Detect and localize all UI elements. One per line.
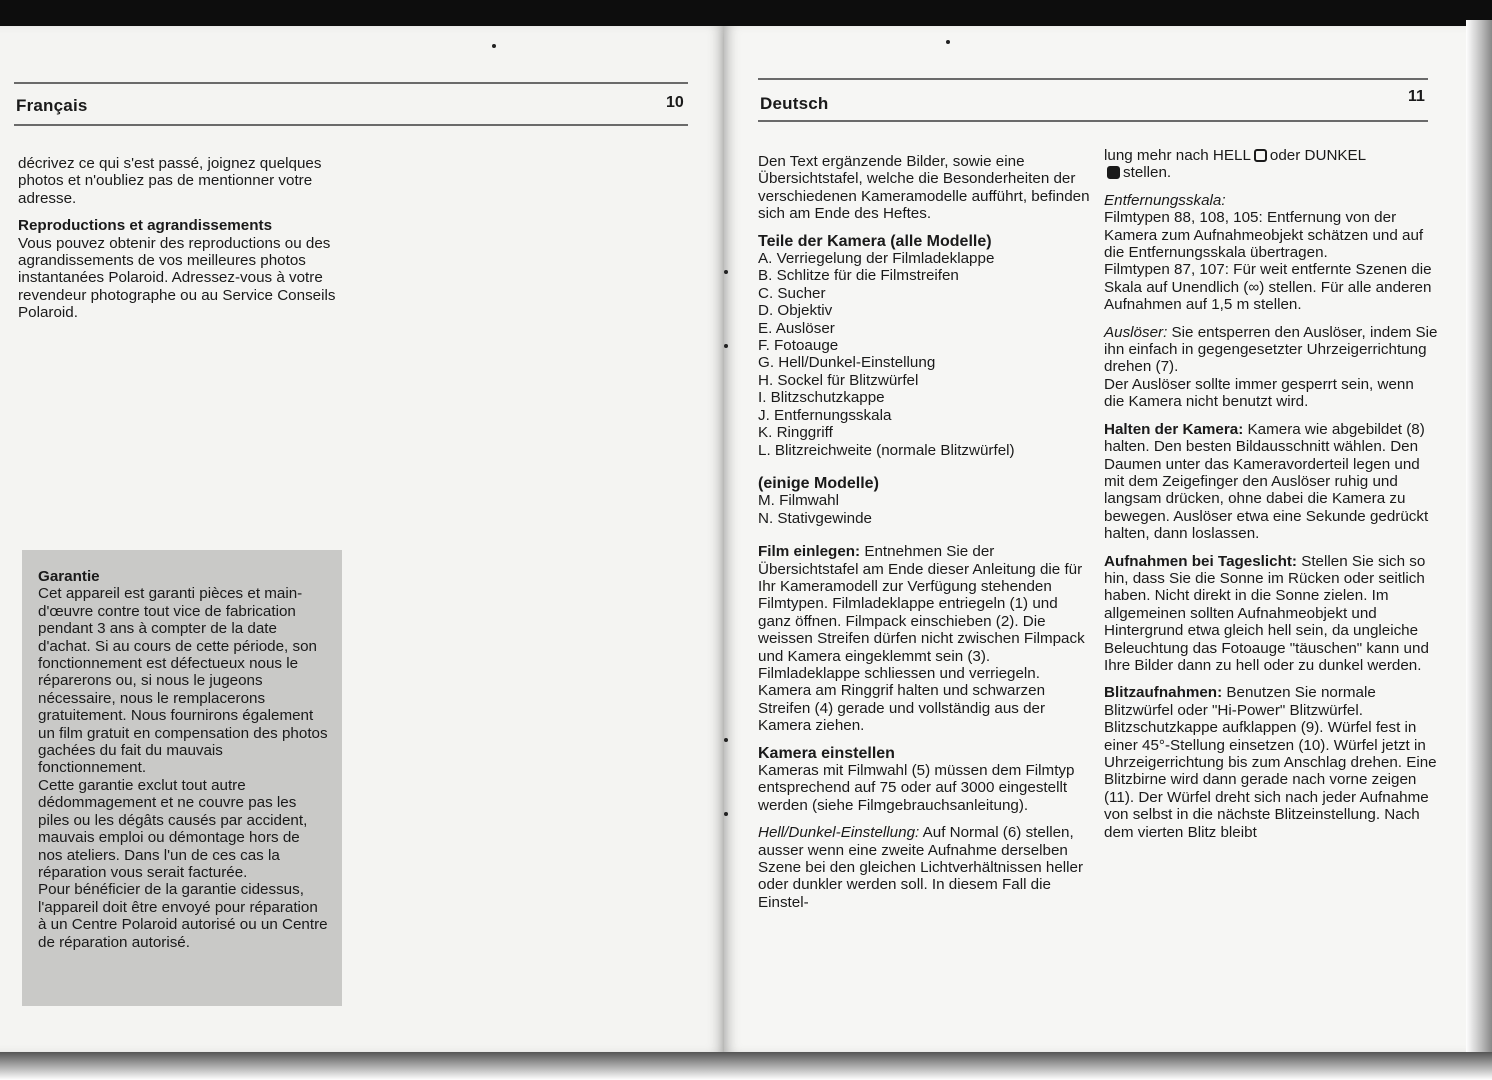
tageslicht-heading: Aufnahmen bei Tageslicht:: [1104, 552, 1297, 570]
ausloeser-label: Auslöser:: [1104, 323, 1168, 341]
halten-text: Kamera wie abgebildet (8) halten. Den besten Bildausschnitt wählen. Den Daumen unter das Kameravorderteil legen und mit dem Zeigefinger den Auslöser ruhig und langsam drücken, ohne dabei die Kamera zu bewegen. Auslöser etwa eine Sekunde gedrückt halten, dann loslassen.: [1104, 420, 1429, 543]
garantie-paragraph-2: Cette garantie exclut tout autre dédommagement et ne couvre pas les piles ou les dégâts causés par accident, mauvais emploi ou démontage hors de nos ateliers. Dans l'un de ces cas la réparation vous serait facturée.: [38, 776, 308, 881]
margin-tick: [724, 344, 728, 348]
bright-symbol-icon: [1254, 149, 1267, 162]
left-text-column: [18, 155, 342, 332]
garantie-paragraph-1: Cet appareil est garanti pièces et main-d'œuvre contre tout vice de fabrication pendant 3 ans à compter de la date d'achat. Si au cours de cette période, son fonctionnement est défectueux nous le réparerons ou, si nous le jugeons nécessaire, nous le remplacerons gratuitement. Nous fournirons également un film gratuit en compensation des photos gachées du fait du mauvais fonctionnement.: [38, 585, 328, 777]
garantie-heading: Garantie: [38, 568, 100, 585]
ausloeser-paragraph-1: [1104, 324, 1438, 376]
margin-tick: [724, 738, 728, 742]
ausloeser-text: Sie entsperren den Auslöser, indem Sie ihn einfach in gegengesetzter Uhrzeigerrichtung drehen (7).: [1104, 323, 1438, 376]
film-heading: Film einlegen:: [758, 543, 861, 561]
parts-list-item: B. Schlitze für die Filmstreifen: [758, 267, 959, 285]
page-edge-shadow: [1466, 20, 1492, 1070]
parts-list-item: C. Sucher: [758, 284, 826, 302]
page-language-heading: Français: [16, 96, 88, 115]
header-top-rule: [758, 78, 1428, 80]
print-mark: [492, 44, 496, 48]
tageslicht-text: Stellen Sie sich so hin, dass Sie die Sonne im Rücken oder seitlich haben. Nicht direkt in die Sonne zielen. Im allgemeinen sollten Aufnahmeobjekt und Hintergrund etwa gleich hell sein, da ungleiche Beleuchtung das Fotoauge "täuschen" kann und Ihre Bilder dann zu hell oder zu dunkel werden.: [1104, 552, 1429, 674]
page-number: 11: [1408, 88, 1425, 105]
margin-tick: [724, 270, 728, 274]
page-bottom-shadow: [0, 1052, 1492, 1080]
parts-list-item: E. Auslöser: [758, 319, 835, 337]
parts-list-item: H. Sockel für Blitzwürfel: [758, 371, 919, 389]
halten-paragraph: [1104, 421, 1438, 543]
entfernung-label: Entfernungsskala:: [1104, 191, 1226, 209]
helldunkel-text: Auf Normal (6) stellen, ausser wenn eine zweite Aufnahme derselben Szene bei den gleichen Lichtverhältnissen heller oder dunkler werden soll. In diesem Fall die Einstel-: [758, 824, 1084, 911]
header-bottom-rule: [758, 120, 1428, 122]
blitz-text: Benutzen Sie normale Blitzwürfel oder "Hi-Power" Blitzwürfel. Blitzschutzkappe aufklappen (9). Würfel fest in einer 45°-Stellung einsetzen (10). Würfel jetzt in Uhrzeigerrichtung bis zum Anschlag drehen. Eine Blitzbirne wird dann gerade nach vorne zeigen (11). Der Würfel dreht sich nach jeder Aufnahme von selbst in die nächste Blitzeinstellung. Nach dem vierten Blitz bleibt: [1104, 684, 1437, 841]
intro-paragraph: décrivez ce qui s'est passé, joignez quelques photos et n'oubliez pas de mentionner votre adresse.: [18, 155, 322, 207]
blitz-paragraph: [1104, 684, 1438, 841]
parts-list-item: I. Blitzschutzkappe: [758, 389, 885, 407]
intro-paragraph: Den Text ergänzende Bilder, sowie eine Übersichtstafel, welche die Besonderheiten der verschiedenen Kameramodelle aufführt, befinden sich am Ende des Heftes.: [758, 153, 1090, 223]
helldunkel-paragraph: [758, 824, 1090, 911]
ausloeser-paragraph-2: Der Auslöser sollte immer gesperrt sein, wenn die Kamera nicht benutzt wird.: [1104, 375, 1414, 411]
camera-paragraph: Kameras mit Filmwahl (5) müssen dem Filmtyp entsprechend auf 75 oder auf 3000 eingestellt werden (siehe Filmgebrauchsanleitung).: [758, 762, 1075, 814]
halten-heading: Halten der Kamera:: [1104, 420, 1244, 438]
parts-list-item: D. Objektiv: [758, 302, 833, 320]
parts-list-item: F. Fotoauge: [758, 337, 839, 355]
garantie-box: [22, 550, 342, 1006]
margin-tick: [724, 812, 728, 816]
helldunkel-continued: [1104, 147, 1438, 182]
header-bottom-rule: [14, 124, 688, 126]
tageslicht-paragraph: [1104, 553, 1438, 675]
film-paragraph: [758, 543, 1090, 734]
right-text-column-2: [1104, 147, 1438, 851]
helldunkel-continued-c: stellen.: [1123, 164, 1172, 182]
parts-list-item: A. Verriegelung der Filmladeklappe: [758, 250, 995, 268]
film-text: Entnehmen Sie der Übersichtstafel am Ende dieser Anleitung die für Ihr Kameramodell zur Verfügung stehenden Filmtypen. Filmladeklappe entriegeln (1) und ganz öffnen. Filmpack einschieben (2). Die weissen Streifen dürfen nicht zwischen Filmpack und Kamera eingeklemmt sein (3). Filmladeklappe schliessen und verriegeln. Kamera am Ringgrif halten und schwarzen Streifen (4) gerade und vollständig aus der Kamera ziehen.: [758, 543, 1085, 735]
right-text-column-1: [758, 153, 1090, 921]
parts-list-item: L. Blitzreichweite (normale Blitzwürfel): [758, 441, 1015, 459]
helldunkel-label: Hell/Dunkel-Einstellung:: [758, 824, 920, 842]
repro-heading: Reproductions et agrandissements: [18, 217, 273, 235]
parts-list-item: G. Hell/Dunkel-Einstellung: [758, 354, 936, 372]
helldunkel-continued-b: oder DUNKEL: [1269, 147, 1367, 164]
parts-list-item: J. Entfernungsskala: [758, 406, 892, 424]
entfernung-paragraph-1: Filmtypen 88, 108, 105: Entfernung von der Kamera zum Aufnahmeobjekt schätzen und auf die Entfernungsskala übertragen.: [1104, 209, 1424, 262]
some-models-list: [758, 492, 1090, 527]
camera-heading: Kamera einstellen: [758, 744, 895, 762]
blitz-heading: Blitzaufnahmen:: [1104, 684, 1223, 702]
parts-heading: Teile der Kamera (alle Modelle): [758, 232, 992, 250]
some-models-heading: (einige Modelle): [758, 474, 879, 492]
helldunkel-continued-a: lung mehr nach HELL: [1104, 147, 1251, 164]
parts-list-item: K. Ringgriff: [758, 424, 833, 442]
parts-list: [758, 250, 1090, 459]
repro-paragraph: Vous pouvez obtenir des reproductions ou des agrandissements de vos meilleures photos instantanées Polaroid. Adressez-vous à votre revendeur photographe ou au Service Conseils Polaroid.: [18, 234, 336, 322]
garantie-paragraph-3: Pour bénéficier de la garantie cidessus, l'appareil doit être envoyé pour réparation à un Centre Polaroid autorisé ou un Centre de réparation autorisé.: [38, 881, 328, 951]
some-models-list-item: N. Stativgewinde: [758, 509, 872, 527]
header-top-rule: [14, 82, 688, 84]
dark-symbol-icon: [1107, 166, 1120, 179]
entfernung-paragraph-2: Filmtypen 87, 107: Für weit entfernte Szenen die Skala auf Unendlich (∞) stellen. Für alle anderen Aufnahmen auf 1,5 m stellen.: [1104, 261, 1432, 314]
page-number: 10: [666, 94, 684, 111]
page-language-heading: Deutsch: [760, 94, 829, 113]
right-page: [724, 26, 1466, 1052]
some-models-list-item: M. Filmwahl: [758, 492, 840, 510]
print-mark: [946, 40, 950, 44]
